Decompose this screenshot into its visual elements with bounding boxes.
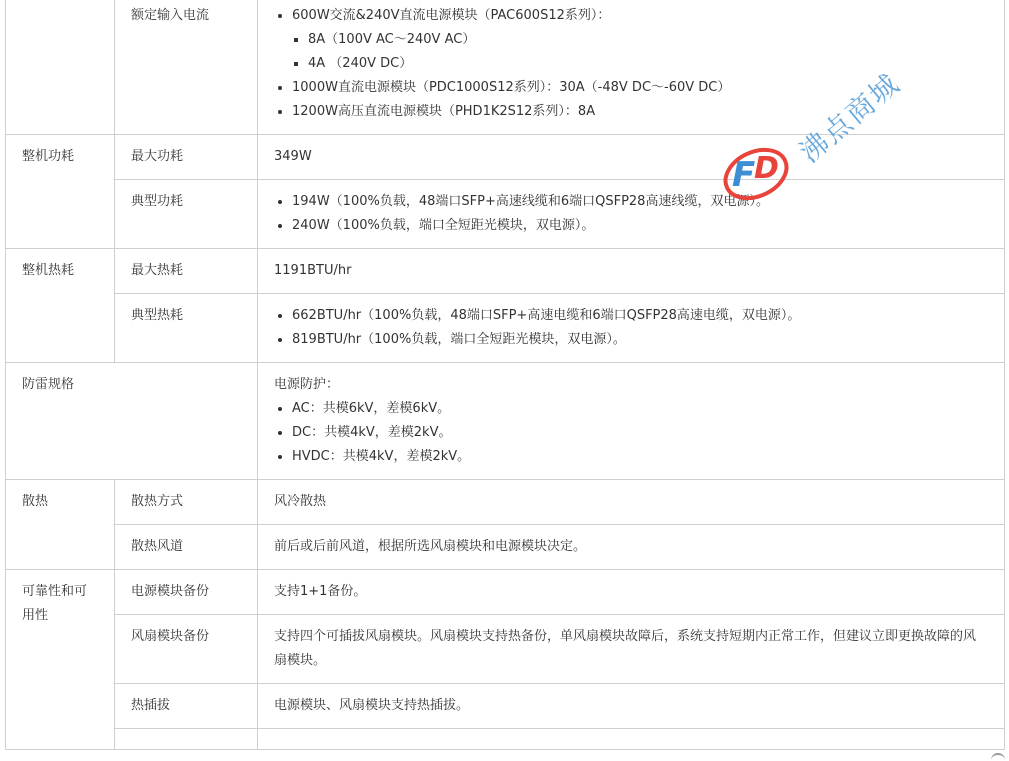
list-item (292, 4, 988, 76)
list-item: • 819BTU/hr（100%负载，端口全短距光模块，双电源）。 (292, 328, 988, 352)
row-label-cooling-mode: 散热方式 (115, 480, 258, 525)
sub-bullet-list (292, 28, 988, 76)
list-item: • AC：共模6kV，差模6kV。 (292, 397, 988, 421)
table-row-fan-backup (6, 615, 1005, 684)
table-row-rated-input-current (6, 0, 1005, 135)
surge-lead-text: 电源防护： (274, 377, 340, 392)
list-item: • 1000W直流电源模块（PDC1000S12系列）：30A（-48V DC～-60V DC） (292, 76, 988, 100)
row-value-hot-swap: 电源模块、风扇模块支持热插拔。 (258, 684, 1005, 729)
row-label-hot-swap: 热插拔 (115, 684, 258, 729)
table-row-surge-protection (6, 363, 1005, 480)
table-row (6, 729, 1005, 750)
row-value-max-heat: 1191BTU/hr (258, 249, 1005, 294)
list-item: ▪ 8A（100V AC～240V AC） (308, 28, 988, 52)
table-row-typical-power (6, 180, 1005, 249)
svg-text:F: F (732, 155, 756, 195)
table-row-cooling-mode (6, 480, 1005, 525)
list-item: • 240W（100%负载，端口全短距光模块，双电源）。 (292, 214, 988, 238)
table-cell (258, 729, 1005, 750)
table-row-psu-backup (6, 570, 1005, 615)
row-label-psu-backup: 电源模块备份 (115, 570, 258, 615)
row-label-typical-power: 典型功耗 (115, 180, 258, 249)
list-item: ▪ 4A （240V DC） (308, 52, 988, 76)
row-label-fan-backup: 风扇模块备份 (115, 615, 258, 684)
table-row-typical-heat (6, 294, 1005, 363)
row-label-max-power: 最大功耗 (115, 135, 258, 180)
bullet-list (274, 304, 988, 352)
row-value-surge-protection (258, 363, 1005, 480)
bullet-list (274, 397, 988, 469)
svg-text:D: D (754, 151, 779, 186)
list-item: • DC：共模4kV，差模2kV。 (292, 421, 988, 445)
group-label-power-consumption: 整机功耗 (6, 135, 115, 249)
row-label-max-heat: 最大热耗 (115, 249, 258, 294)
table-row-hot-swap (6, 684, 1005, 729)
row-value-airflow: 前后或后前风道，根据所选风扇模块和电源模块决定。 (258, 525, 1005, 570)
row-value-typical-heat (258, 294, 1005, 363)
bullet-list (274, 190, 988, 238)
row-value-cooling-mode: 风冷散热 (258, 480, 1005, 525)
table-row-airflow (6, 525, 1005, 570)
row-label-rated-input-current: 额定输入电流 (115, 0, 258, 135)
list-item-text: 600W交流&240V直流电源模块（PAC600S12系列）： (292, 8, 611, 23)
group-label-reliability: 可靠性和可用性 (6, 570, 115, 750)
spec-table (5, 0, 1005, 750)
row-label-typical-heat: 典型热耗 (115, 294, 258, 363)
group-label-heat-dissipation: 整机热耗 (6, 249, 115, 363)
list-item: • 194W（100%负载，48端口SFP+高速线缆和6端口QSFP28高速线缆，双电源）。 (292, 190, 988, 214)
group-label-surge-protection: 防雷规格 (6, 363, 258, 480)
table-cell (115, 729, 258, 750)
bullet-list (274, 4, 988, 124)
row-value-fan-backup: 支持四个可插拔风扇模块。风扇模块支持热备份，单风扇模块故障后，系统支持短期内正常工作，但建议立即更换故障的风扇模块。 (258, 615, 1005, 684)
row-value-max-power: 349W (258, 135, 1005, 180)
list-item: • 1200W高压直流电源模块（PHD1K2S12系列）：8A (292, 100, 988, 124)
watermark-text: 沸点商城 (793, 66, 907, 170)
scroll-indicator-icon[interactable] (991, 753, 1005, 761)
table-row-max-heat (6, 249, 1005, 294)
list-item: • HVDC：共模4kV，差模2kV。 (292, 445, 988, 469)
row-value-typical-power (258, 180, 1005, 249)
row-value-psu-backup: 支持1+1备份。 (258, 570, 1005, 615)
row-value-rated-input-current (258, 0, 1005, 135)
table-cell (6, 0, 115, 135)
table-row-max-power (6, 135, 1005, 180)
group-label-cooling: 散热 (6, 480, 115, 570)
row-label-airflow: 散热风道 (115, 525, 258, 570)
list-item: • 662BTU/hr（100%负载，48端口SFP+高速电缆和6端口QSFP28高速电缆，双电源）。 (292, 304, 988, 328)
